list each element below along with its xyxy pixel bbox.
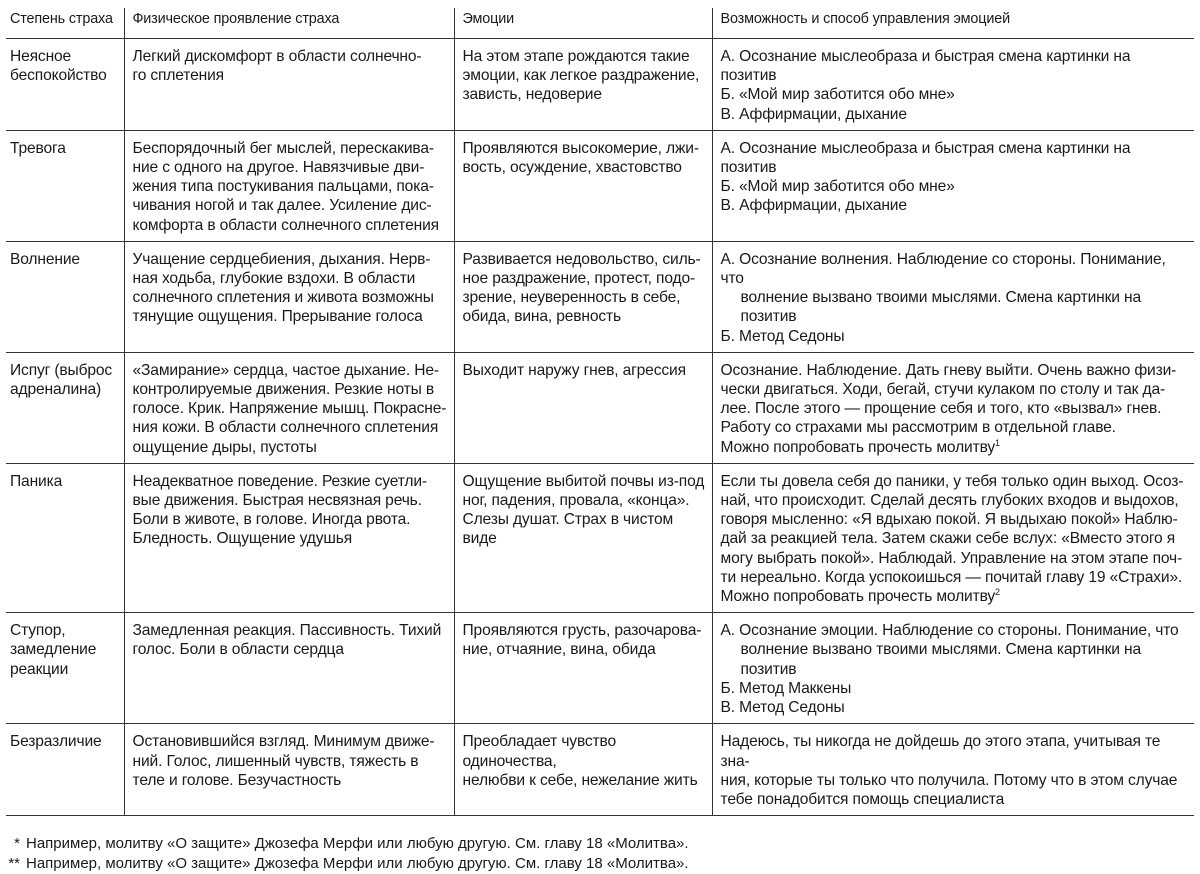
table-row (6, 241, 1194, 352)
footnotes (6, 834, 1194, 874)
cell-text-line: ная ходьба, глубокие вздохи. В области (132, 270, 416, 288)
physical-cell (124, 613, 454, 724)
cell-text-line: замедление (10, 641, 97, 659)
cell-text-line: волнение вызвано твоими мыслями. Смена картинки на позитив (740, 641, 1142, 678)
cell-text-line: Выходит наружу гнев, агрессия (462, 361, 686, 379)
footnote-reference: 1 (995, 437, 1000, 448)
cell-text-line: Безразличие (10, 733, 102, 751)
physical-cell (124, 352, 454, 463)
cell-text-line: ния, которые ты только что получила. Потому что в этом случае (720, 771, 1178, 789)
cell-text-line: На этом этапе рождаются такие (462, 48, 690, 65)
cell-text-line: Б. Метод Седоны (720, 327, 845, 345)
cell-text-line: Беспорядочный бег мыслей, перескакива- (132, 139, 434, 157)
cell-text-line: Неадекватное поведение. Резкие суетли- (132, 472, 427, 490)
emotions-cell (454, 463, 712, 612)
table-row (6, 130, 1194, 241)
cell-text-line: В. Аффирмации, дыхание (720, 197, 907, 215)
cell-text-line: Можно попробовать прочесть молитву (720, 438, 996, 456)
cell-text-line: ний. Голос, лишенный чувств, тяжесть в (132, 752, 419, 770)
cell-text-line: обида, вина, ревность (462, 308, 622, 326)
cell-text-line: волнение вызвано твоими мыслями. Смена картинки на позитив (740, 289, 1142, 326)
management-cell (712, 241, 1194, 352)
footnote (8, 854, 1194, 874)
cell-text-line: Преобладает чувство одиночества, (462, 733, 617, 770)
cell-text-line: Бледность. Ощущение удушья (132, 530, 353, 548)
cell-text-line: Ощущение выбитой почвы из-под (462, 472, 705, 490)
physical-cell (124, 241, 454, 352)
fear-level-cell (6, 352, 124, 463)
cell-text-line: Учащение сердцебиения, дыхания. Нерв- (132, 250, 431, 268)
cell-text-line: А. Осознание эмоции. Наблюдение со стороны. Понимание, что (720, 622, 1179, 640)
cell-text-line: тянущие ощущения. Прерывание голоса (132, 308, 423, 326)
cell-text-line: ное раздражение, протест, подо- (462, 270, 696, 288)
cell-text-line: А. Осознание волнения. Наблюдение со стороны. Понимание, что (720, 250, 1166, 288)
cell-text-line: го сплетения (132, 67, 224, 85)
cell-text-line: ти нереально. Когда успокоишься — почитай главу 19 «Страхи». (720, 568, 1183, 586)
table-row (6, 463, 1194, 612)
header-fear-level: Степень страха (6, 8, 124, 39)
fear-level-cell (6, 463, 124, 612)
cell-text-line: контролируемые движения. Резкие ноты в (132, 381, 435, 399)
cell-text-line: Боли в животе, в голове. Иногда рвота. (132, 511, 411, 529)
cell-text-line: адреналина) (10, 381, 102, 399)
cell-text-line: най, что происходит. Сделай десять глубоких входов и выдохов, (720, 492, 1179, 510)
cell-text-line: Проявляются грусть, разочарова- (462, 622, 702, 640)
cell-text-line: вость, осуждение, хвастовство (462, 159, 682, 177)
fear-level-cell (6, 724, 124, 816)
fear-levels-table (6, 8, 1194, 816)
management-cell (712, 130, 1194, 241)
cell-text-line: вые движения. Быстрая несвязная речь. (132, 492, 422, 510)
management-cell (712, 39, 1194, 131)
cell-text-line: нелюбви к себе, нежелание жить (462, 771, 698, 789)
header-management: Возможность и способ управления эмоцией (712, 8, 1194, 39)
cell-text-line: зависть, недоверие (462, 86, 602, 104)
cell-text-line: говоря мысленно: «Я вдыхаю покой. Я выдыхаю покой» Наблю- (720, 511, 1178, 529)
cell-text-line: «Замирание» сердца, частое дыхание. Не- (132, 361, 439, 379)
cell-text-line: ние с одного на другое. Навязчивые дви- (132, 159, 425, 177)
fear-level-cell (6, 39, 124, 131)
cell-text-line: тебе понадобится помощь специалиста (720, 790, 1005, 808)
table-row (6, 352, 1194, 463)
table-row (6, 613, 1194, 724)
cell-text-line: Б. «Мой мир заботится обо мне» (720, 178, 955, 196)
cell-text-line: А. Осознание мыслеобраза и быстрая смена картинки на позитив (720, 139, 1131, 177)
cell-text-line: Замедленная реакция. Пассивность. Тихий (132, 622, 442, 640)
cell-text-line (721, 438, 1189, 457)
table-body (6, 39, 1194, 816)
emotions-cell (454, 613, 712, 724)
cell-text-line: зрение, неуверенность в себе, (462, 289, 681, 307)
cell-text-line: Осознание. Наблюдение. Дать гневу выйти. Очень важно физи- (720, 361, 1177, 379)
cell-text-line: Б. Метод Маккены (720, 679, 852, 697)
footnote (8, 834, 1194, 854)
cell-text-line: Испуг (выброс (10, 361, 113, 379)
cell-text-line: чески двигаться. Ходи, бегай, стучи кулаком по столу и так да- (720, 381, 1166, 399)
emotions-cell (454, 352, 712, 463)
cell-text-line: Проявляются высокомерие, лжи- (462, 139, 699, 157)
cell-text-line: Легкий дискомфорт в области солнечно- (132, 48, 422, 65)
cell-text-line: В. Метод Седоны (720, 699, 845, 717)
cell-text-line: реакции (10, 660, 69, 678)
cell-text-line: голос. Боли в области сердца (132, 641, 344, 659)
physical-cell (124, 463, 454, 612)
emotions-cell (454, 39, 712, 131)
cell-text-line: лее. После этого — прощение себя и того, кто «вызвал» гнев. (720, 400, 1162, 418)
cell-text-line: комфорта в области солнечного сплетения (132, 216, 439, 234)
cell-text-line: А. Осознание мыслеобраза и быстрая смена картинки на позитив (720, 48, 1131, 85)
cell-text-line: дай за реакцией тела. Затем скажи себе вслух: «Вместо этого я (720, 530, 1176, 548)
emotions-cell (454, 241, 712, 352)
cell-text-line: чивания ногой и так далее. Усиление дис- (132, 197, 432, 215)
cell-text-line: Слезы душат. Страх в чистом виде (462, 511, 674, 548)
cell-text-line: Работу со страхами мы рассмотрим в отдельной главе. (720, 419, 1116, 437)
management-cell (712, 724, 1194, 816)
header-physical-manifestation: Физическое проявление страха (124, 8, 454, 39)
physical-cell (124, 39, 454, 131)
cell-text-line: Остановившийся взгляд. Минимум движе- (132, 733, 435, 751)
cell-text-line: ния кожи. В области солнечного сплетения (132, 419, 439, 437)
fear-level-cell (6, 241, 124, 352)
physical-cell (124, 130, 454, 241)
emotions-cell (454, 724, 712, 816)
physical-cell (124, 724, 454, 816)
cell-text-line: беспокойство (10, 67, 107, 85)
management-cell (712, 463, 1194, 612)
management-cell (712, 613, 1194, 724)
footnote-text: Например, молитву «О защите» Джозефа Мерфи или любую другую. См. главу 18 «Молитва». (26, 855, 689, 873)
footnote-reference: 2 (995, 586, 1000, 597)
cell-text-line: ощущение дыры, пустоты (132, 438, 317, 456)
cell-text-line: В. Аффирмации, дыхание (720, 105, 907, 123)
cell-text-line: Б. «Мой мир заботится обо мне» (720, 86, 955, 104)
cell-text-line: голосе. Крик. Напряжение мышц. Покрасне- (132, 400, 447, 418)
cell-text-line: Надеюсь, ты никогда не дойдешь до этого этапа, учитывая те зна- (720, 733, 1161, 770)
header-emotions: Эмоции (454, 8, 712, 39)
cell-text-line: Если ты довела себя до паники, у тебя только один выход. Осоз- (720, 472, 1184, 490)
fear-level-cell (6, 613, 124, 724)
cell-text-line: Тревога (10, 139, 66, 157)
cell-text-line: жения типа постукивания пальцами, пока- (132, 178, 434, 196)
cell-text-line: эмоции, как легкое раздражение, (462, 67, 700, 85)
cell-text-line: Развивается недовольство, силь- (462, 250, 701, 268)
cell-text-line: ног, падения, провала, «конца». (462, 492, 690, 510)
cell-text-line: Ступор, (10, 622, 66, 640)
table-row (6, 39, 1194, 131)
cell-text-line: Волнение (10, 250, 80, 268)
footnote-text: Например, молитву «О защите» Джозефа Мерфи или любую другую. См. главу 18 «Молитва». (26, 835, 689, 853)
cell-text-line: Можно попробовать прочесть молитву (720, 588, 996, 606)
management-cell (712, 352, 1194, 463)
cell-text-line: Неясное (10, 48, 72, 65)
cell-text-line: теле и голове. Безучастность (132, 771, 342, 789)
footnote-mark: ** (8, 855, 20, 873)
emotions-cell (454, 130, 712, 241)
cell-text-line: ние, отчаяние, вина, обида (462, 641, 656, 659)
cell-text-line: могу выбрать покой». Наблюдай. Управление на этом этапе поч- (720, 549, 1183, 567)
footnote-mark: * (14, 835, 20, 853)
table-row (6, 724, 1194, 816)
cell-text-line (721, 587, 1189, 606)
cell-text-line: Паника (10, 472, 63, 490)
table-header-row (6, 8, 1194, 39)
cell-text-line: солнечного сплетения и живота возможны (132, 289, 434, 307)
fear-level-cell (6, 130, 124, 241)
